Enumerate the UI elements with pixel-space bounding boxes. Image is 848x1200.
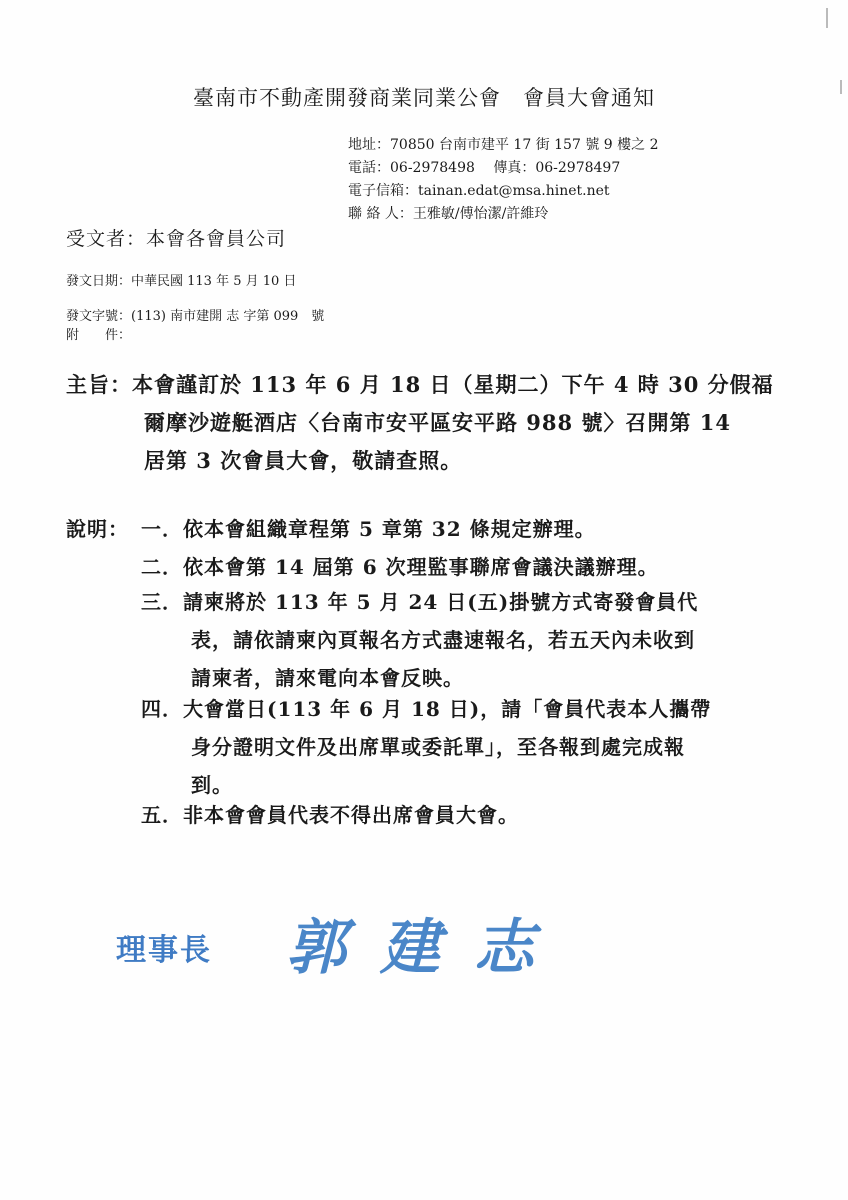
document-title: 臺南市不動產開發商業同業公會 會員大會通知 (193, 86, 655, 110)
scan-edge-mark (840, 80, 842, 94)
item-3-line-1: 三．請柬將於 113 年 5 月 24 日(五)掛號方式寄發會員代 (141, 590, 699, 614)
explanation-item-4 (141, 690, 711, 804)
document-number: 發文字號：(113) 南市建開 志 字第 099 號 (66, 309, 325, 324)
explanation-item-5 (141, 796, 519, 834)
subject-line-1: 主旨：本會謹訂於 113 年 6 月 18 日（星期二）下午 4 時 30 分假福 (66, 372, 774, 397)
item-3-line-2: 表，請依請柬內頁報名方式盡速報名，若五天內未收到 (191, 628, 695, 652)
email-line: 電子信箱：tainan.edat@msa.hinet.net (348, 183, 610, 199)
attachment-line: 附 件： (66, 328, 132, 343)
subject-line-3: 居第 3 次會員大會，敬請查照。 (144, 448, 463, 473)
explanation-label: 說明： (66, 517, 129, 541)
explanation-item-2 (141, 548, 659, 586)
scan-edge-mark (826, 8, 828, 28)
item-2-line-1: 二．依本會第 14 屆第 6 次理監事聯席會議決議辦理。 (141, 555, 659, 579)
contact-persons-line: 聯 絡 人：王雅敏/傅怡潔/許維玲 (348, 206, 549, 222)
explanation-item-3 (141, 583, 698, 697)
item-4-line-3: 到。 (191, 773, 233, 797)
item-4-line-1: 四．大會當日(113 年 6 月 18 日)，請「會員代表本人攜帶 (141, 697, 712, 721)
explanation-item-1 (141, 510, 596, 548)
item-4-line-2: 身分證明文件及出席單或委託單」，至各報到處完成報 (191, 735, 685, 759)
address-line: 地址：70850 台南市建平 17 街 157 號 9 樓之 2 (348, 137, 659, 153)
item-5-line-1: 五．非本會會員代表不得出席會員大會。 (141, 803, 519, 827)
subject-line-2: 爾摩沙遊艇酒店〈台南市安平區安平路 988 號〉召開第 14 (144, 410, 731, 435)
issue-date: 發文日期：中華民國 113 年 5 月 10 日 (66, 274, 297, 289)
signatory-name-stamp: 郭建志 (286, 913, 568, 983)
item-1-line-1: 一．依本會組織章程第 5 章第 32 條規定辦理。 (141, 517, 596, 541)
recipient-line: 受文者：本會各會員公司 (66, 228, 287, 250)
phone-fax-line: 電話：06-2978498 傳真：06-2978497 (348, 160, 621, 176)
signatory-title: 理事長 (116, 933, 212, 968)
item-3-line-3: 請柬者，請來電向本會反映。 (191, 666, 464, 690)
subject-block (66, 366, 774, 480)
contact-block (348, 134, 659, 226)
